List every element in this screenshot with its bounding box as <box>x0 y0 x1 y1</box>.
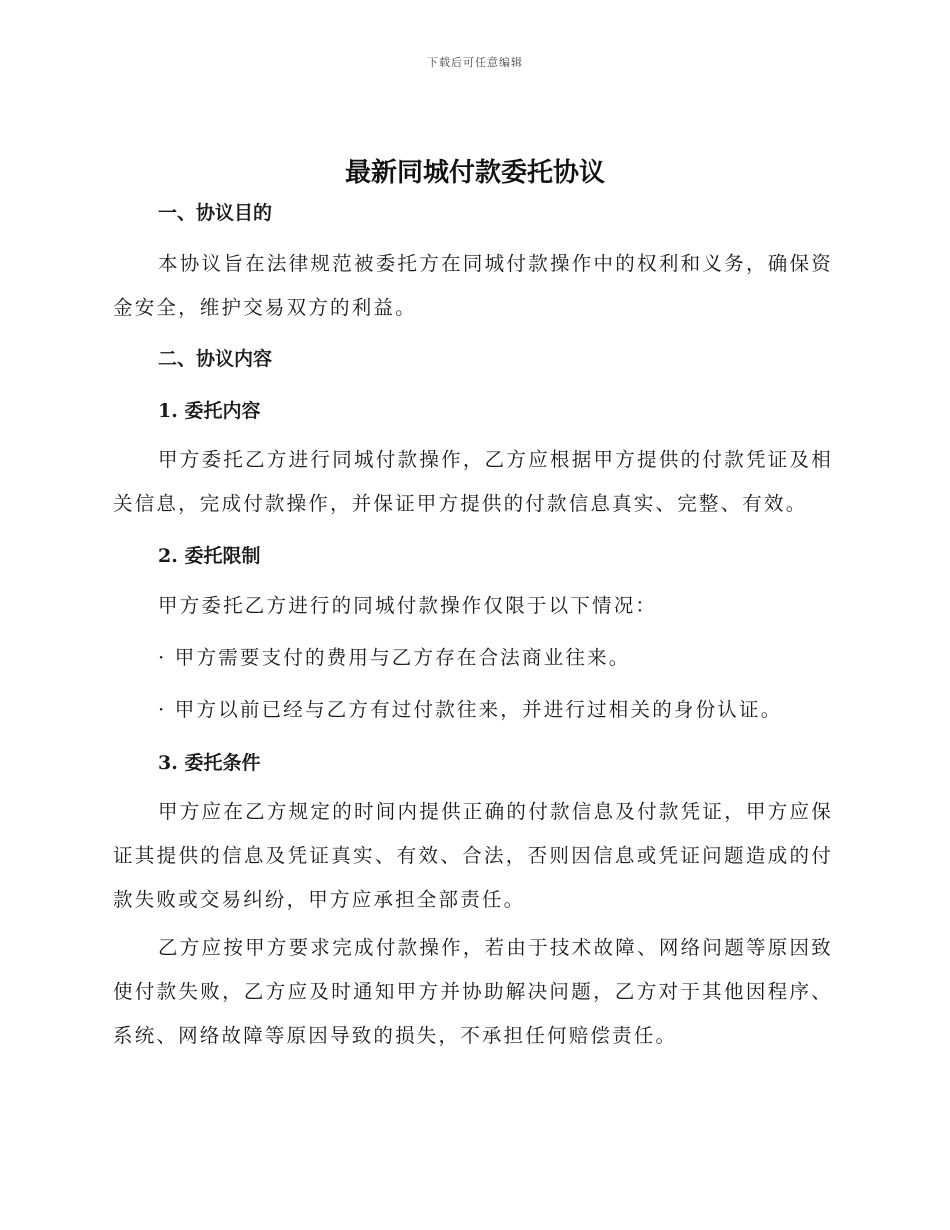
subsection-heading-entrust-content: 1. 委托内容 <box>158 400 261 422</box>
subsection-heading-entrust-conditions: 3. 委托条件 <box>158 752 261 774</box>
list-item: · 甲方需要支付的费用与乙方存在合法商业往来。 <box>158 646 631 669</box>
section-heading-content: 二、协议内容 <box>158 348 273 370</box>
paragraph-entrust-conditions-2: 乙方应按甲方要求完成付款操作，若由于技术故障、网络问题等原因致使付款失败，乙方应及时通知甲方并协助解决问题，乙方对于其他因程序、系统、网络故障等原因导致的损失，不承担任何赔偿责任。 <box>113 936 833 1047</box>
paragraph-entrust-conditions-1: 甲方应在乙方规定的时间内提供正确的付款信息及付款凭证，甲方应保证其提供的信息及凭证真实、有效、合法，否则因信息或凭证问题造成的付款失败或交易纠纷，甲方应承担全部责任。 <box>113 800 833 911</box>
paragraph-purpose: 本协议旨在法律规范被委托方在同城付款操作中的权利和义务，确保资金安全，维护交易双方的利益。 <box>113 252 833 319</box>
subsection-heading-entrust-limits: 2. 委托限制 <box>158 545 261 567</box>
document-title: 最新同城付款委托协议 <box>344 158 605 188</box>
page-header-note: 下载后可任意编辑 <box>427 56 523 69</box>
list-item: · 甲方以前已经与乙方有过付款往来，并进行过相关的身份认证。 <box>158 698 783 721</box>
section-heading-purpose: 一、协议目的 <box>158 202 273 224</box>
paragraph-entrust-limits: 甲方委托乙方进行的同城付款操作仅限于以下情况： <box>158 594 658 617</box>
paragraph-entrust-content: 甲方委托乙方进行同城付款操作，乙方应根据甲方提供的付款凭证及相关信息，完成付款操作，并保证甲方提供的付款信息真实、完整、有效。 <box>113 448 833 515</box>
